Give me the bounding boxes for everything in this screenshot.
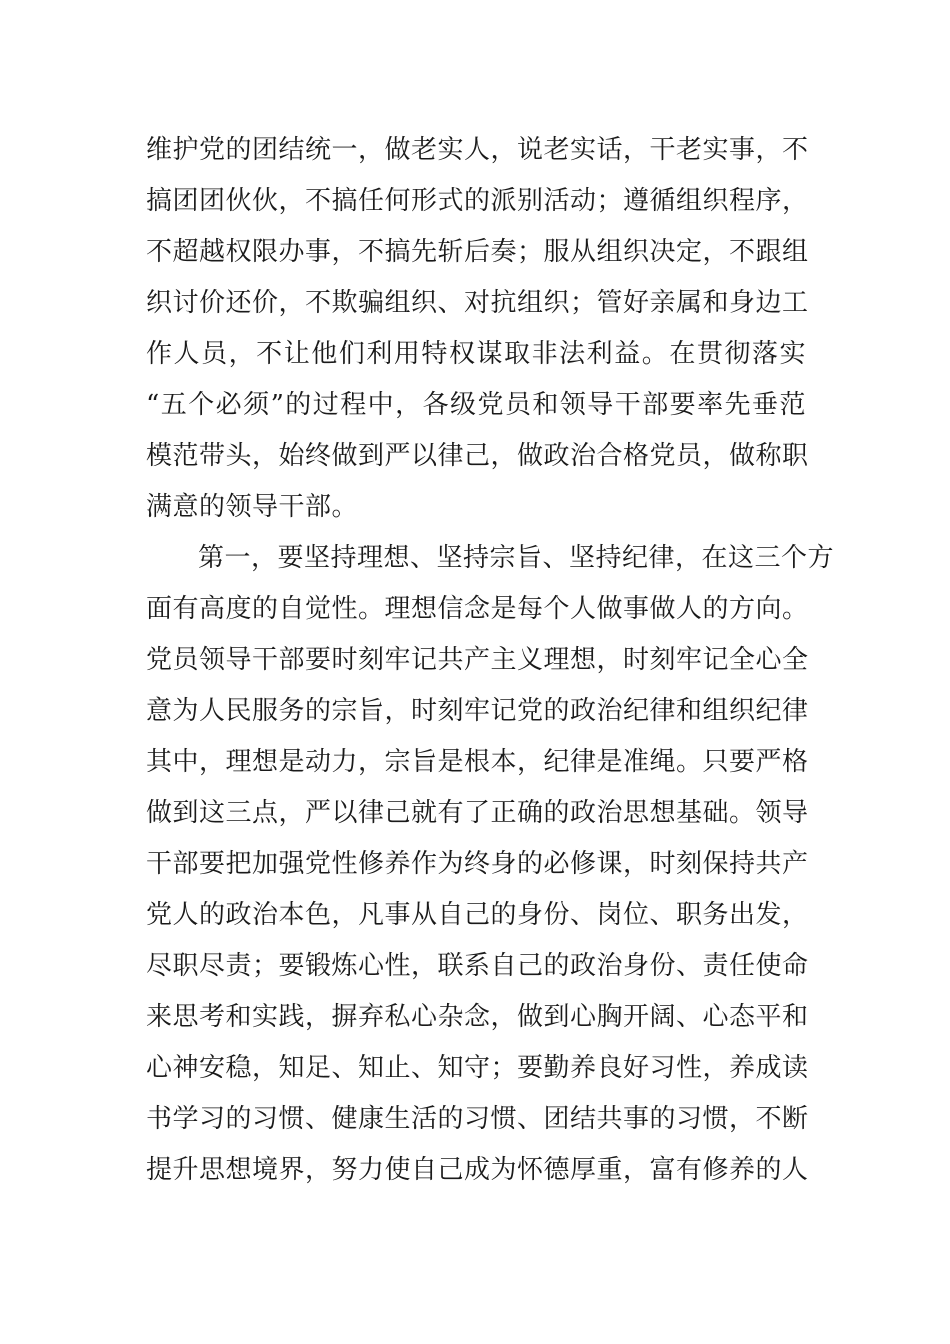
text-line: 做到这三点，严以律己就有了正确的政治思想基础。领导 [146, 798, 809, 828]
text-line: 模范带头，始终做到严以律己，做政治合格党员，做称职 [146, 441, 809, 471]
text-line: 作人员，不让他们利用特权谋取非法利益。在贯彻落实 [146, 339, 806, 369]
text-line: 不超越权限办事，不搞先斩后奏；服从组织决定，不跟组 [146, 237, 809, 267]
text-line: 党员领导干部要时刻牢记共产主义理想，时刻牢记全心全 [146, 645, 809, 675]
text-line: 满意的领导干部。 [146, 492, 359, 522]
text-line: 来思考和实践，摒弃私心杂念，做到心胸开阔、心态平和 [146, 1002, 809, 1032]
text-line: 党人的政治本色，凡事从自己的身份、岗位、职务出发， [146, 900, 809, 930]
text-line: 提升思想境界，努力使自己成为怀德厚重，富有修养的人 [146, 1155, 809, 1185]
text-line: 书学习的习惯、健康生活的习惯、团结共事的习惯，不断 [146, 1104, 809, 1134]
text-line: 干部要把加强党性修养作为终身的必修课，时刻保持共产 [146, 849, 809, 879]
text-line: 面有高度的自觉性。理想信念是每个人做事做人的方向。 [146, 594, 809, 624]
text-line: “五个必须”的过程中，各级党员和领导干部要率先垂范 [146, 390, 806, 420]
text-line: 其中，理想是动力，宗旨是根本，纪律是准绳。只要严格 [146, 747, 809, 777]
text-line: 第一，要坚持理想、坚持宗旨、坚持纪律，在这三个方 [198, 543, 835, 573]
text-line: 尽职尽责；要锻炼心性，联系自己的政治身份、责任使命 [146, 951, 809, 981]
text-line: 搞团团伙伙，不搞任何形式的派别活动；遵循组织程序， [146, 186, 809, 216]
text-line: 维护党的团结统一，做老实人，说老实话，干老实事，不 [146, 135, 809, 165]
text-line: 织讨价还价，不欺骗组织、对抗组织；管好亲属和身边工 [146, 288, 809, 318]
text-line: 意为人民服务的宗旨，时刻牢记党的政治纪律和组织纪律 [146, 696, 809, 726]
text-line: 心神安稳，知足、知止、知守；要勤养良好习性，养成读 [146, 1053, 809, 1083]
